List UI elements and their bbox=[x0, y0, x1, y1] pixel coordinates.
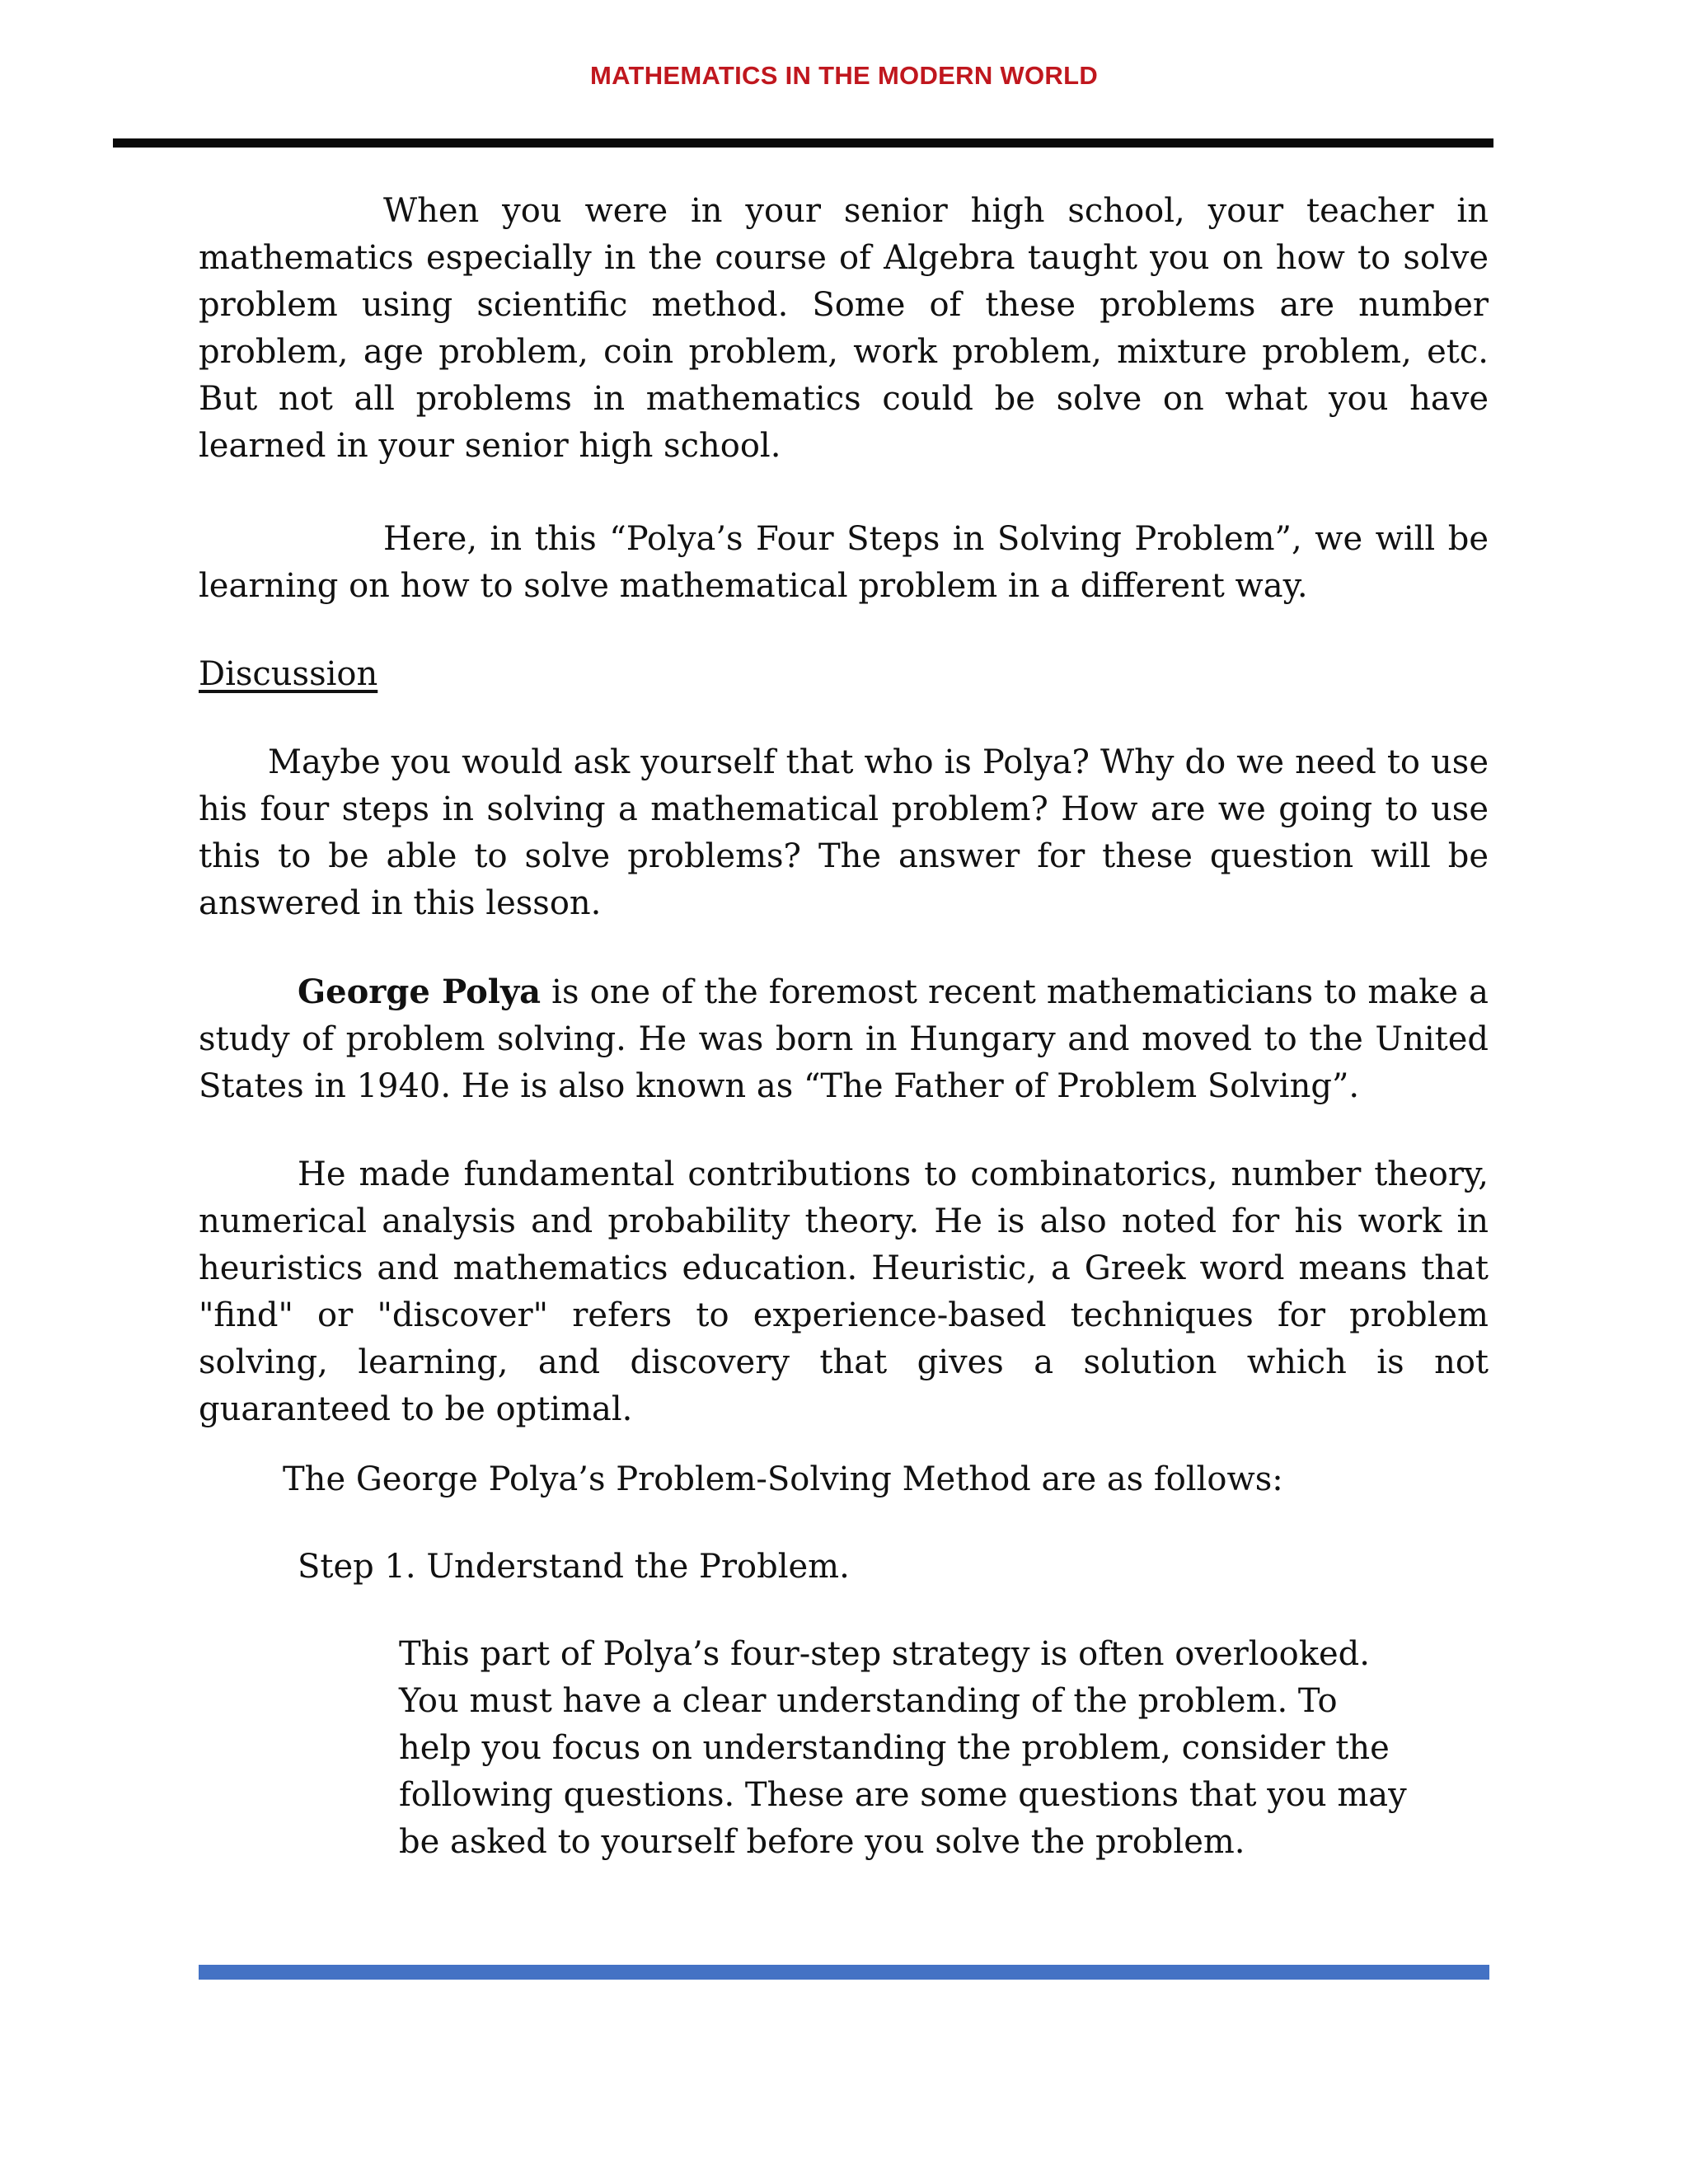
running-header-title: MATHEMATICS IN THE MODERN WORLD bbox=[589, 61, 1099, 90]
contributions-paragraph: He made fundamental contributions to combinatorics, number theory, numerical analysis and probability theory. He is also noted for his work in heuristics and mathematics education. Heuristic, a Greek word means that "find" or "discover" refers to experience-based techniques for problem solving, learning, and discovery that gives a solution which is not guaranteed to be optimal. bbox=[199, 1155, 1489, 1428]
step-1-description: This part of Polya’s four-step strategy is often overlooked. You must have a clear understanding of the problem. To help you focus on understanding the problem, consider the following questions. These are some questions that you may be asked to yourself before you solve the problem. bbox=[399, 1635, 1407, 1861]
intro-paragraph: When you were in your senior high school, your teacher in mathematics especially in the course of Algebra taught you on how to solve problem using scientific method. Some of these problems are number problem, age problem, coin problem, work problem, mixture problem, etc. But not all problems in mathematics could be solve on what you have learned in your senior high school. bbox=[199, 192, 1489, 465]
document-body bbox=[199, 188, 1489, 1866]
questions-paragraph: Maybe you would ask yourself that who is Polya? Why do we need to use his four steps in solving a mathematical problem? How are we going to use this to be able to solve problems? The answer for these question will be answered in this lesson. bbox=[199, 743, 1489, 922]
header-divider bbox=[113, 138, 1493, 148]
polya-bio-paragraph bbox=[199, 968, 1489, 1110]
polya-bio-text: is one of the foremost recent mathematicians to make a study of problem solving. He was born in Hungary and moved to the United States in 1940. He is also known as “The Father of Problem Solving”. bbox=[199, 973, 1489, 1105]
discussion-heading: Discussion bbox=[199, 655, 378, 693]
footer-divider bbox=[199, 1965, 1489, 1980]
polya-name: George Polya bbox=[298, 972, 542, 1011]
lesson-purpose-paragraph: Here, in this “Polya’s Four Steps in Solving Problem”, we will be learning on how to solve mathematical problem in a different way. bbox=[199, 520, 1489, 605]
method-intro: The George Polya’s Problem-Solving Method are as follows: bbox=[283, 1460, 1283, 1498]
step-1-title: Step 1. Understand the Problem. bbox=[298, 1548, 850, 1586]
